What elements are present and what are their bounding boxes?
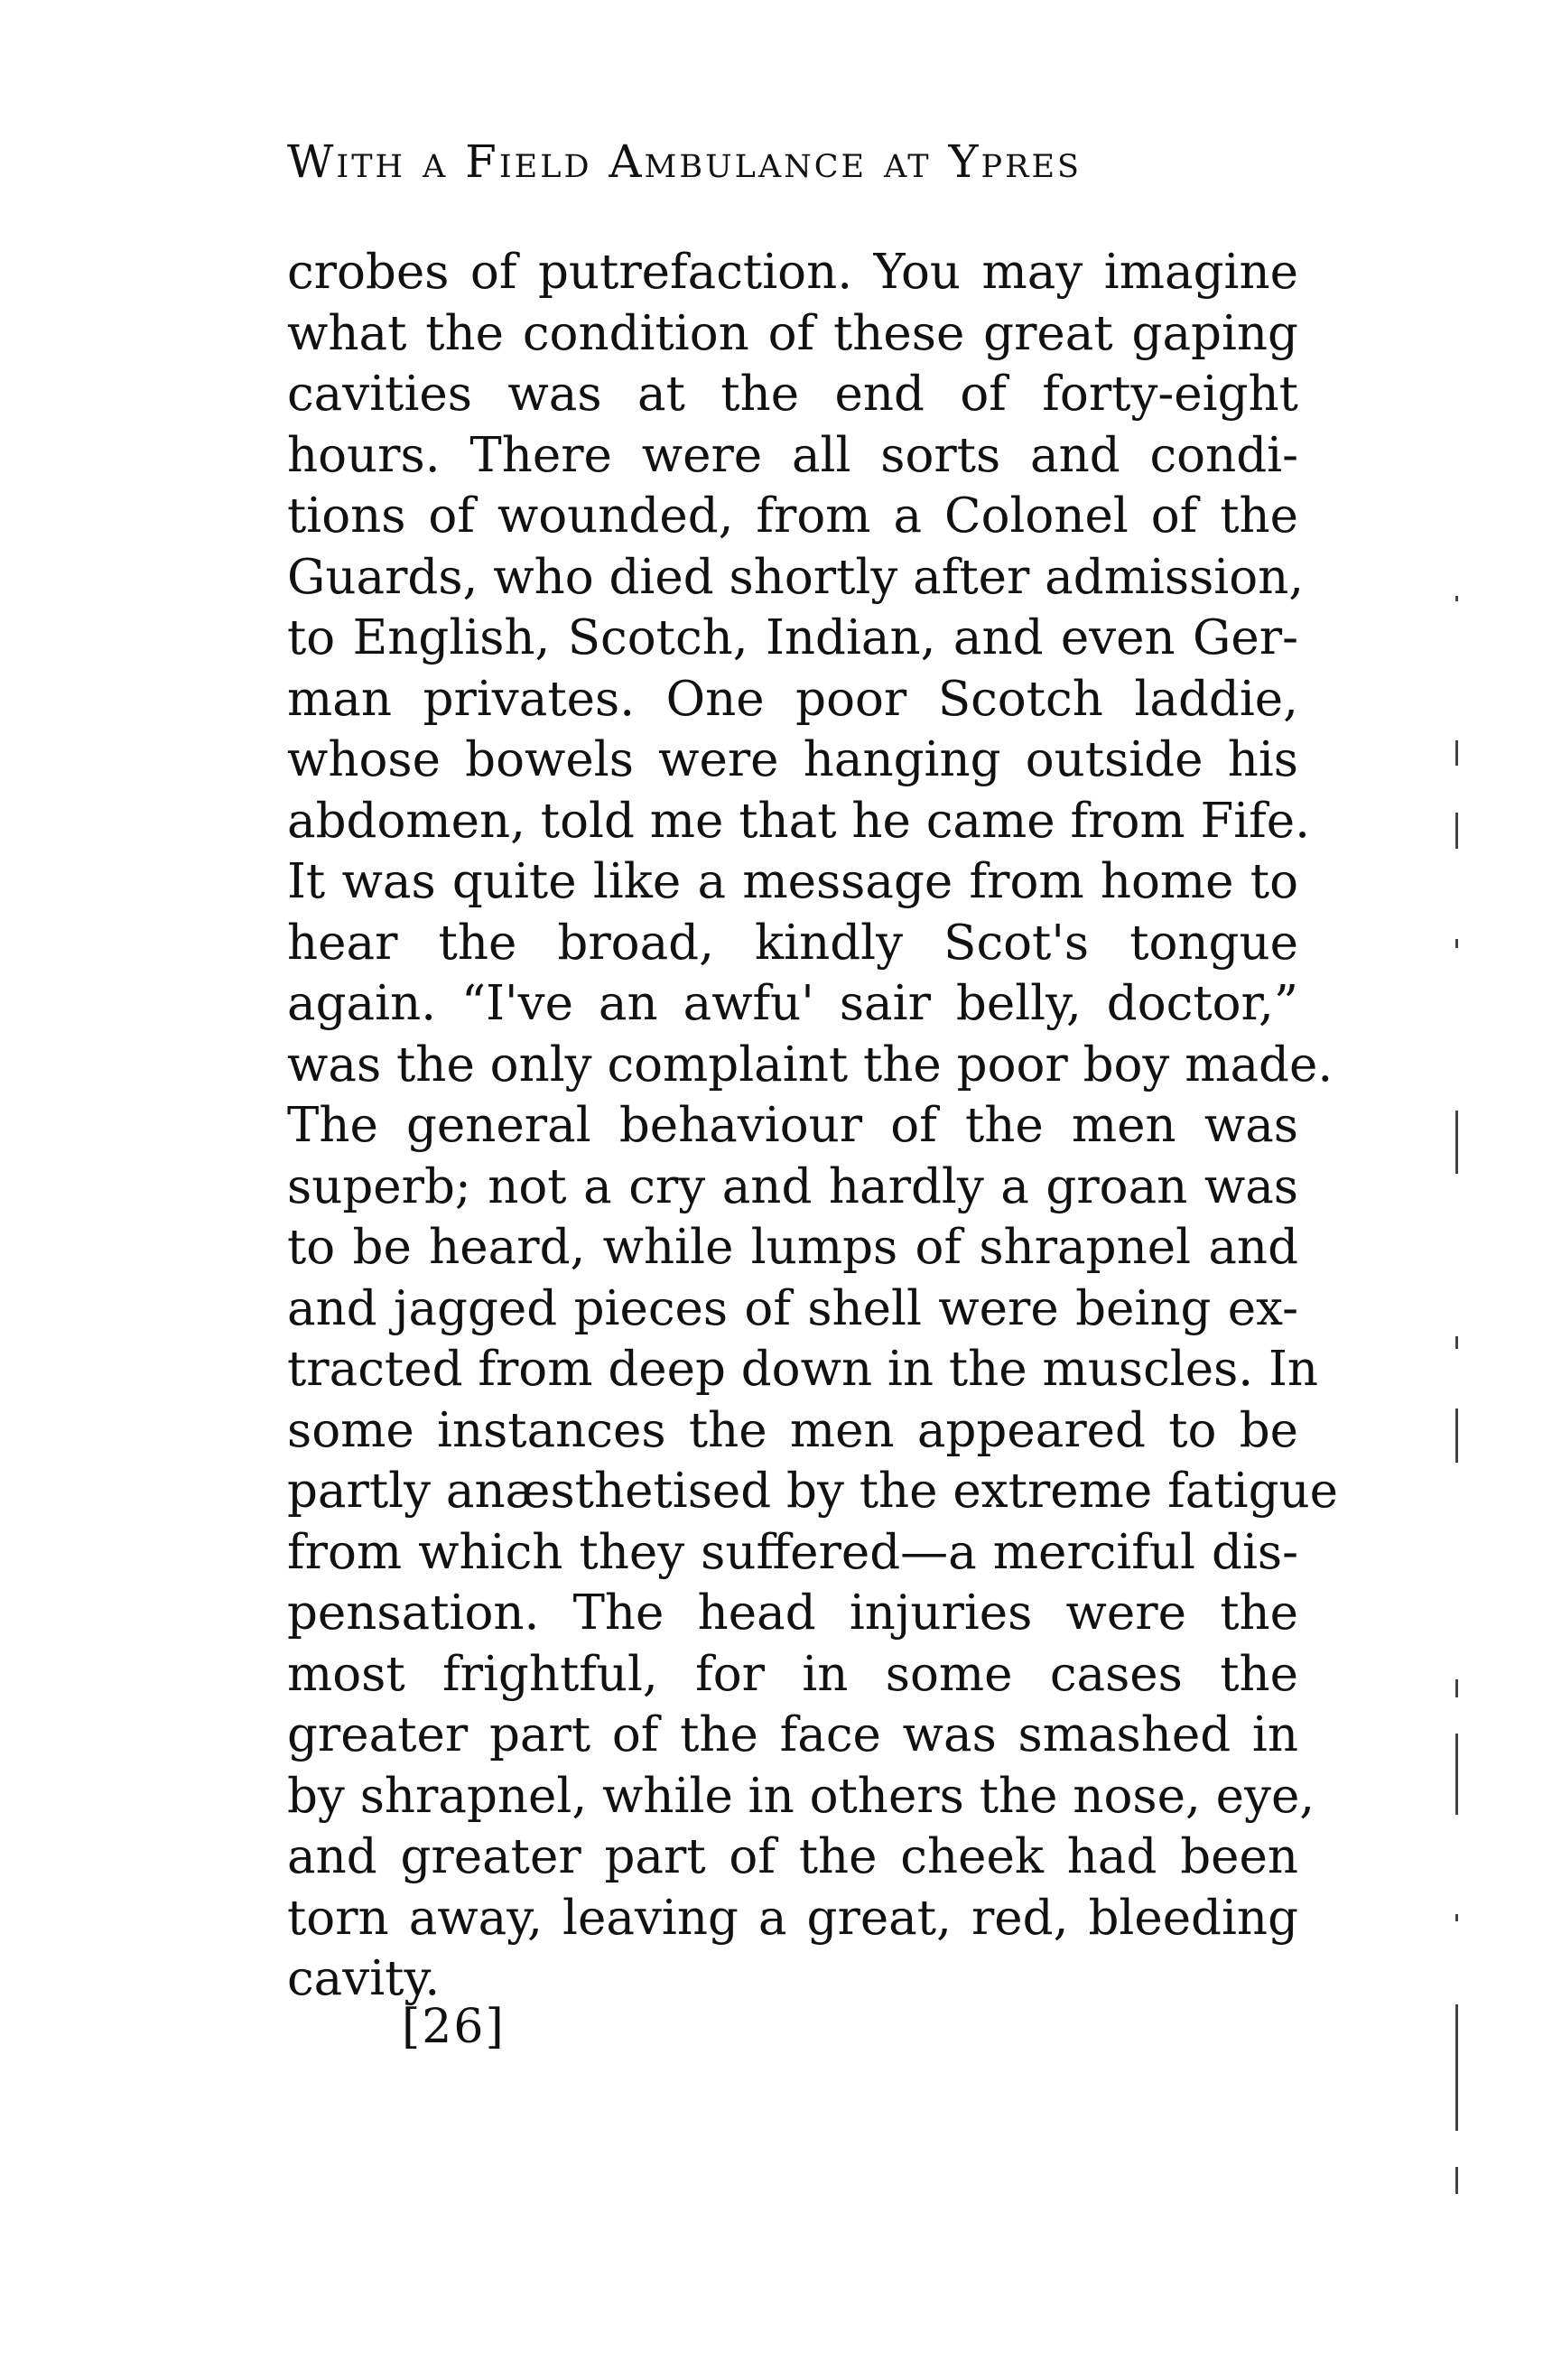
text-line: what the condition of these great gaping (287, 305, 1298, 361)
text-line: most frightful, for in some cases the (287, 1646, 1298, 1702)
text-line: tracted from deep down in the muscles. In (287, 1342, 1319, 1397)
text-line: cavity. (287, 1951, 441, 2006)
text-line: The general behaviour of the men was (287, 1098, 1298, 1153)
text-line: superb; not a cry and hardly a groan was (287, 1158, 1298, 1214)
scan-speck (1455, 1679, 1458, 1697)
text-line: abdomen, told me that he came from Fife. (287, 793, 1311, 849)
text-line: It was quite like a message from home to (287, 854, 1298, 909)
text-line: some instances the men appeared to be (287, 1402, 1298, 1458)
text-line: crobes of putrefaction. You may imagine (287, 245, 1298, 300)
page-number: [26] (402, 2000, 506, 2054)
running-head: With a Field Ambulance at Ypres (287, 135, 1082, 188)
scan-speck (1455, 813, 1458, 849)
scan-speck (1455, 2167, 1458, 2194)
scan-speck (1455, 939, 1458, 948)
scan-speck (1455, 1111, 1458, 1174)
scan-speck (1455, 596, 1458, 601)
scan-speck (1455, 1914, 1458, 1921)
text-line: cavities was at the end of forty-eight (287, 367, 1298, 422)
scan-speck (1455, 2004, 1458, 2131)
text-line: to English, Scotch, Indian, and even Ger- (287, 610, 1298, 665)
text-line: partly anæsthetised by the extreme fatigue (287, 1464, 1339, 1519)
text-line: to be heard, while lumps of shrapnel and (287, 1220, 1298, 1275)
text-line: hours. There were all sorts and condi- (287, 427, 1298, 483)
text-line: tions of wounded, from a Colonel of the (287, 488, 1298, 544)
text-line: Guards, who died shortly after admission, (287, 549, 1305, 605)
text-line: torn away, leaving a great, red, bleeding (287, 1890, 1298, 1946)
text-line: pensation. The head injuries were the (287, 1585, 1298, 1641)
text-line: whose bowels were hanging outside his (287, 732, 1298, 787)
text-line: and jagged pieces of shell were being ex- (287, 1280, 1298, 1336)
scan-speck (1455, 1734, 1458, 1815)
scan-margin-marks (1455, 578, 1473, 2203)
text-line: was the only complaint the poor boy made. (287, 1037, 1334, 1092)
text-line: greater part of the face was smashed in (287, 1707, 1298, 1762)
text-line: and greater part of the cheek had been (287, 1829, 1298, 1884)
text-line: hear the broad, kindly Scot's tongue (287, 915, 1298, 971)
text-line: again. “I've an awfu' sair belly, doctor,” (287, 976, 1298, 1031)
scan-speck (1455, 1408, 1458, 1463)
body-text (287, 242, 1339, 2010)
scan-speck (1455, 740, 1458, 766)
text-line: by shrapnel, while in others the nose, eye, (287, 1768, 1315, 1824)
text-line: man privates. One poor Scotch laddie, (287, 671, 1298, 727)
text-line: from which they suffered—a merciful dis- (287, 1524, 1298, 1580)
scan-speck (1455, 1336, 1458, 1349)
